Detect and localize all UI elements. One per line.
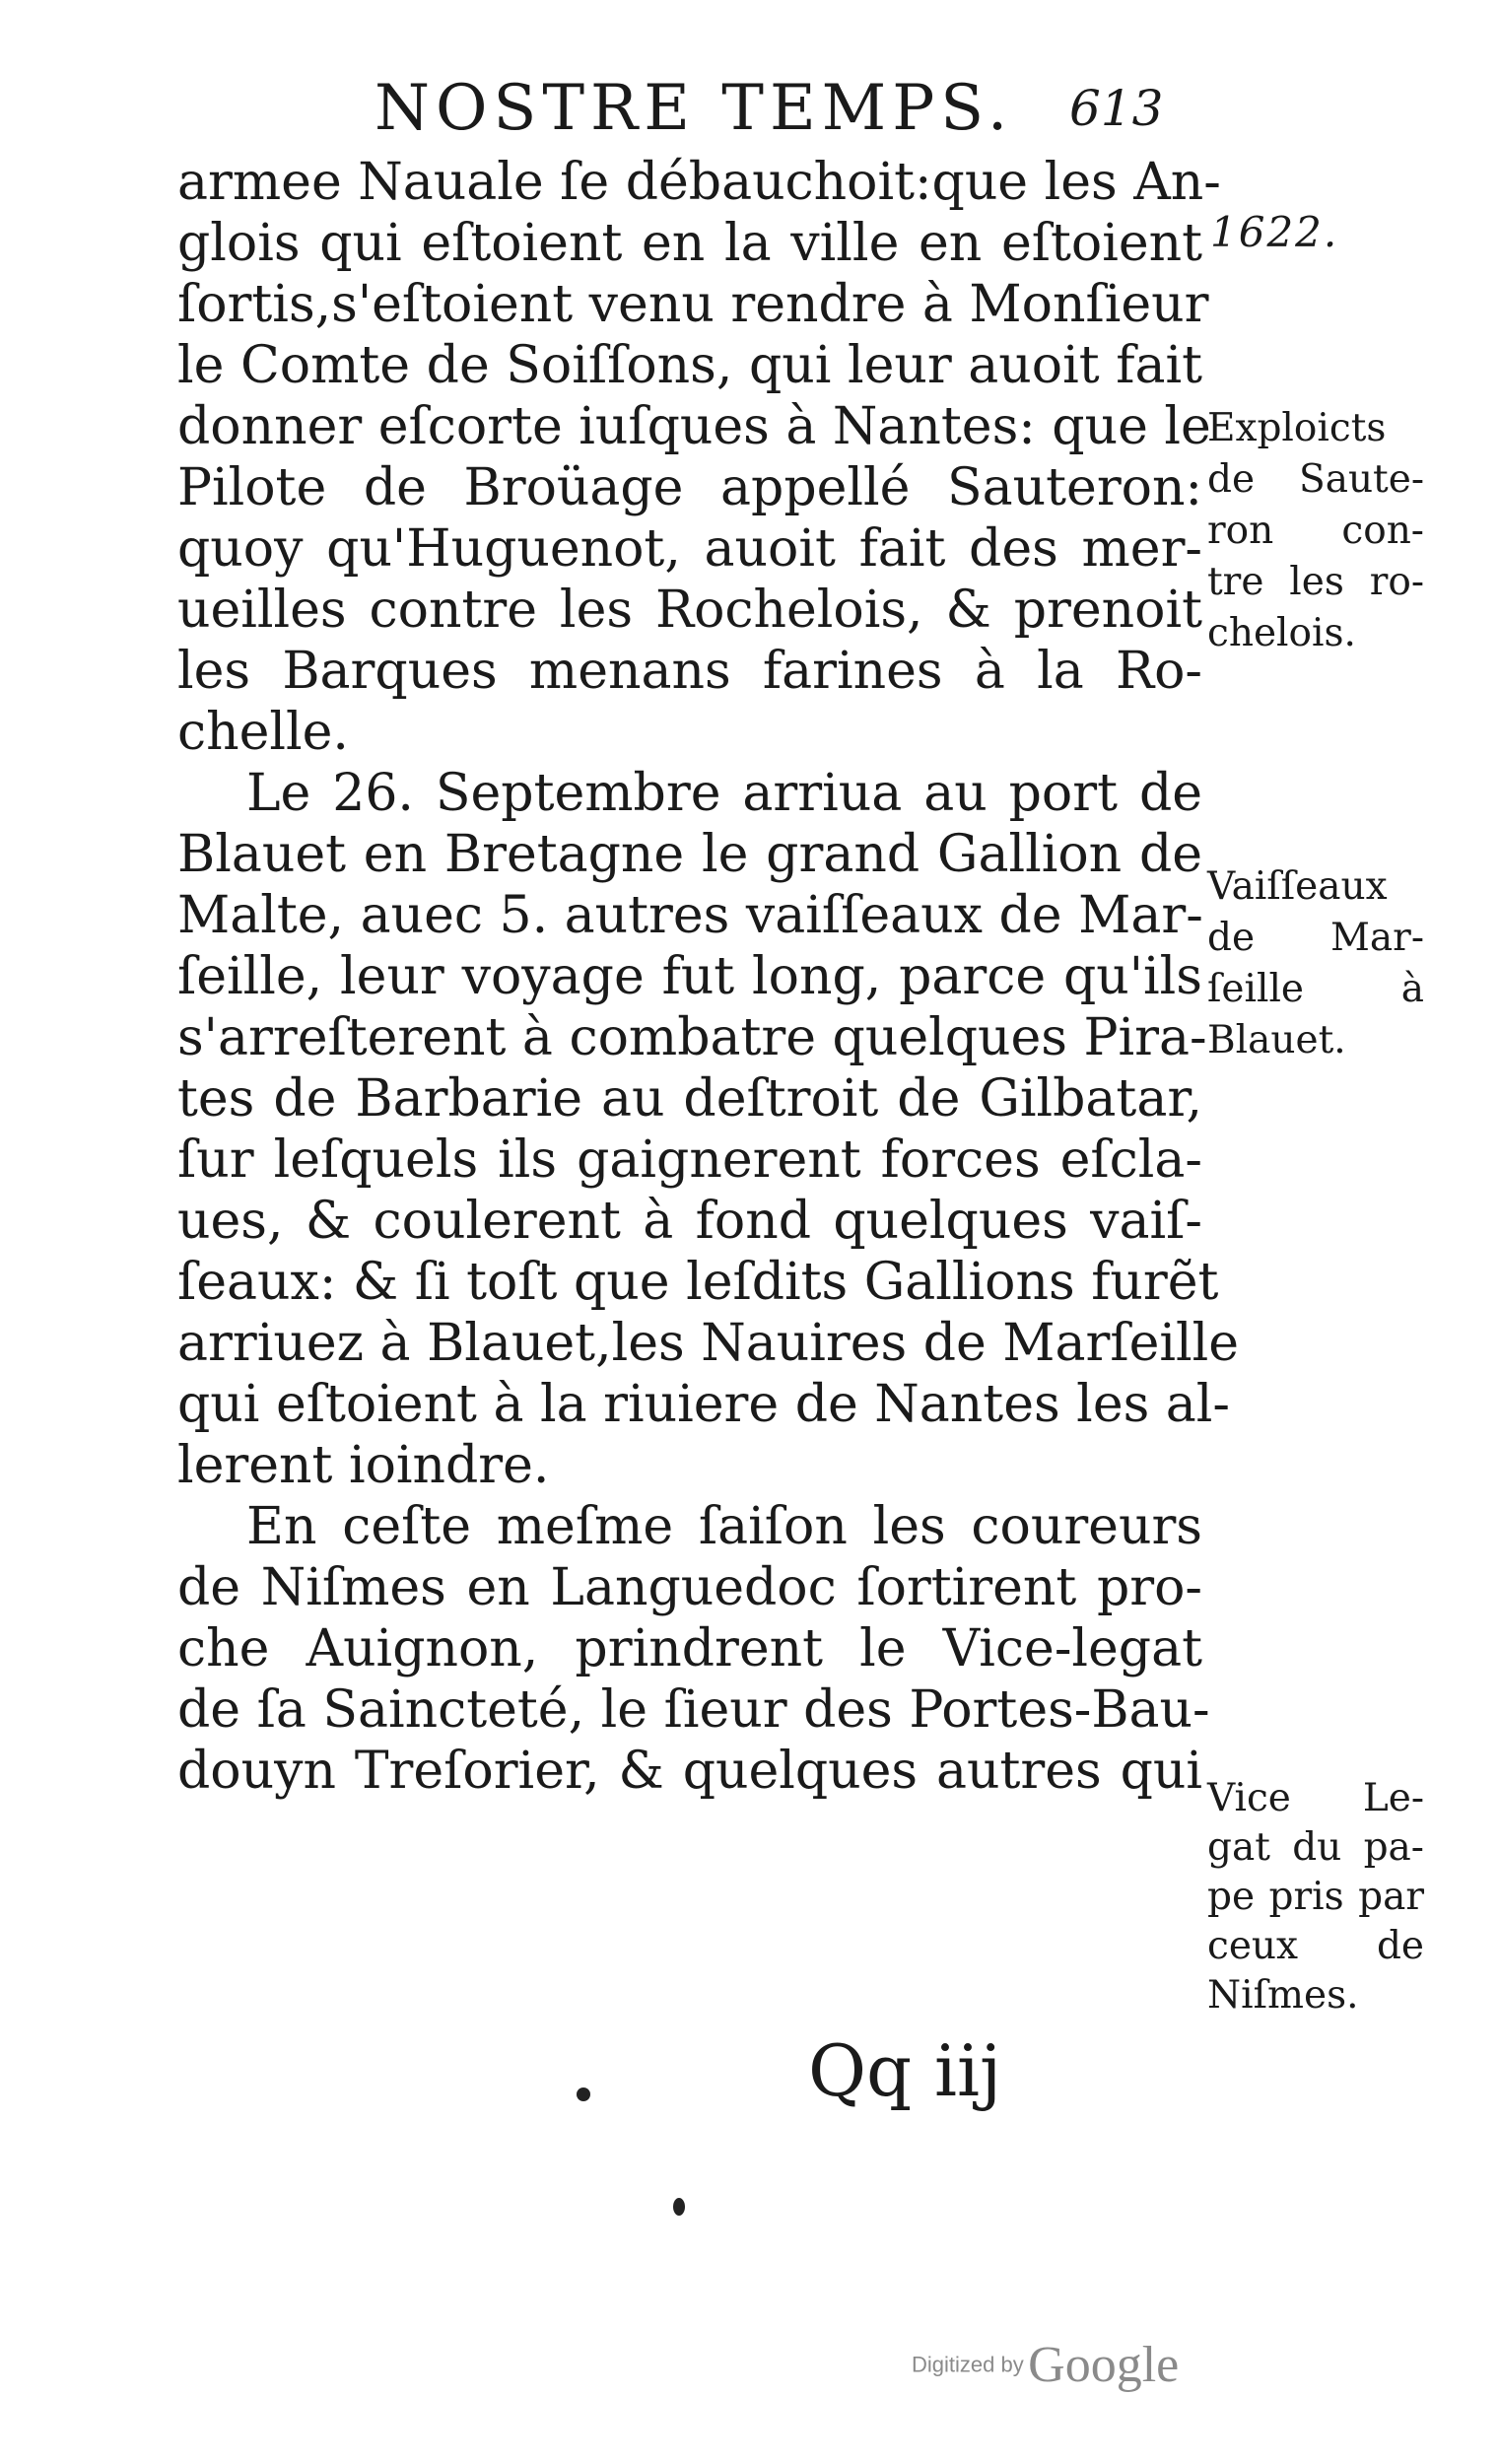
margin-line: chelois. — [1207, 611, 1356, 655]
text-line: ſeaux: & ſi toſt que leſdits Gallions furẽt — [177, 1253, 1219, 1312]
text-line: Malte, auec 5. autres vaiſſeaux de Mar- — [177, 886, 1203, 945]
text-line: les Barques menans farines à la Ro- — [177, 642, 1202, 701]
text-line: Le 26. Septembre arriua au port de — [246, 764, 1202, 823]
margin-line: Blauet. — [1207, 1018, 1346, 1062]
digitized-by-google-watermark — [912, 2336, 1179, 2394]
text-line: qui eſtoient à la riuiere de Nantes les al- — [177, 1375, 1231, 1434]
text-line: armee Nauale ſe débauchoit:que les An- — [177, 153, 1221, 212]
margin-line: ceux de — [1207, 1924, 1424, 1968]
text-line: lerent ioindre. — [177, 1436, 550, 1495]
margin-line: pe pris par — [1207, 1875, 1424, 1919]
text-line: En ceſte meſme ſaiſon les coureurs — [246, 1497, 1202, 1556]
text-line: chelle. — [177, 703, 349, 762]
google-logo: Google — [1028, 2337, 1180, 2393]
text-line: s'arreſterent à combatre quelques Pira- — [177, 1008, 1207, 1067]
page-number: 613 — [1069, 80, 1164, 137]
text-line: glois qui eſtoient en la ville en eſtoient — [177, 214, 1202, 273]
text-line: ueilles contre les Rochelois, & prenoit — [177, 581, 1202, 640]
text-line: de Niſmes en Languedoc ſortirent pro- — [177, 1558, 1202, 1617]
margin-line: ron con- — [1207, 509, 1424, 553]
margin-year: 1622. — [1210, 208, 1339, 256]
text-line: douyn Treſorier, & quelques autres qui — [177, 1742, 1202, 1801]
text-line: le Comte de Soiſſons, qui leur auoit fait — [177, 336, 1202, 395]
text-line: che Auignon, prindrent le Vice-legat — [177, 1619, 1202, 1678]
main-text — [177, 146, 1240, 2019]
margin-line: gat du pa- — [1207, 1825, 1424, 1870]
margin-line: de Saute- — [1207, 457, 1424, 502]
text-line: arriuez à Blauet,les Nauires de Marſeille — [177, 1314, 1240, 1373]
text-line: ſeille, leur voyage fut long, parce qu'ils — [177, 947, 1202, 1006]
text-line: ues, & coulerent à fond quelques vaiſ- — [177, 1192, 1202, 1251]
margin-line: Niſmes. — [1207, 1973, 1359, 2018]
text-line: Blauet en Bretagne le grand Gallion de — [177, 825, 1202, 884]
text-line: tes de Barbarie au deſtroit de Gilbatar, — [177, 1069, 1202, 1129]
digitized-label: Digitized by — [912, 2352, 1024, 2377]
margin-line: de Mar- — [1207, 916, 1424, 960]
margin-line: Exploicts — [1207, 406, 1387, 450]
margin-line: Vaiſſeaux — [1207, 864, 1388, 909]
text-line: de ſa Saincteté, le ſieur des Portes-Bau- — [177, 1680, 1210, 1740]
text-line: ſur leſquels ils gaignerent forces eſcla- — [177, 1130, 1202, 1190]
text-line: donner eſcorte iuſques à Nantes: que le — [177, 397, 1211, 456]
text-line: Pilote de Broüage appellé Sauteron: — [177, 458, 1202, 517]
ink-speck — [673, 2198, 685, 2216]
signature-mark: Qq iij — [808, 2029, 1002, 2112]
text-line: ſortis,s'eſtoient venu rendre à Monſieur — [177, 275, 1209, 334]
ink-speck — [577, 2088, 590, 2101]
running-head: NOSTRE TEMPS. — [375, 72, 1014, 145]
margin-line: Vice Le- — [1207, 1776, 1424, 1820]
margin-line: ſeille à — [1207, 967, 1424, 1011]
text-line: quoy qu'Huguenot, auoit fait des mer- — [177, 519, 1202, 579]
margin-line: tre les ro- — [1207, 560, 1424, 604]
